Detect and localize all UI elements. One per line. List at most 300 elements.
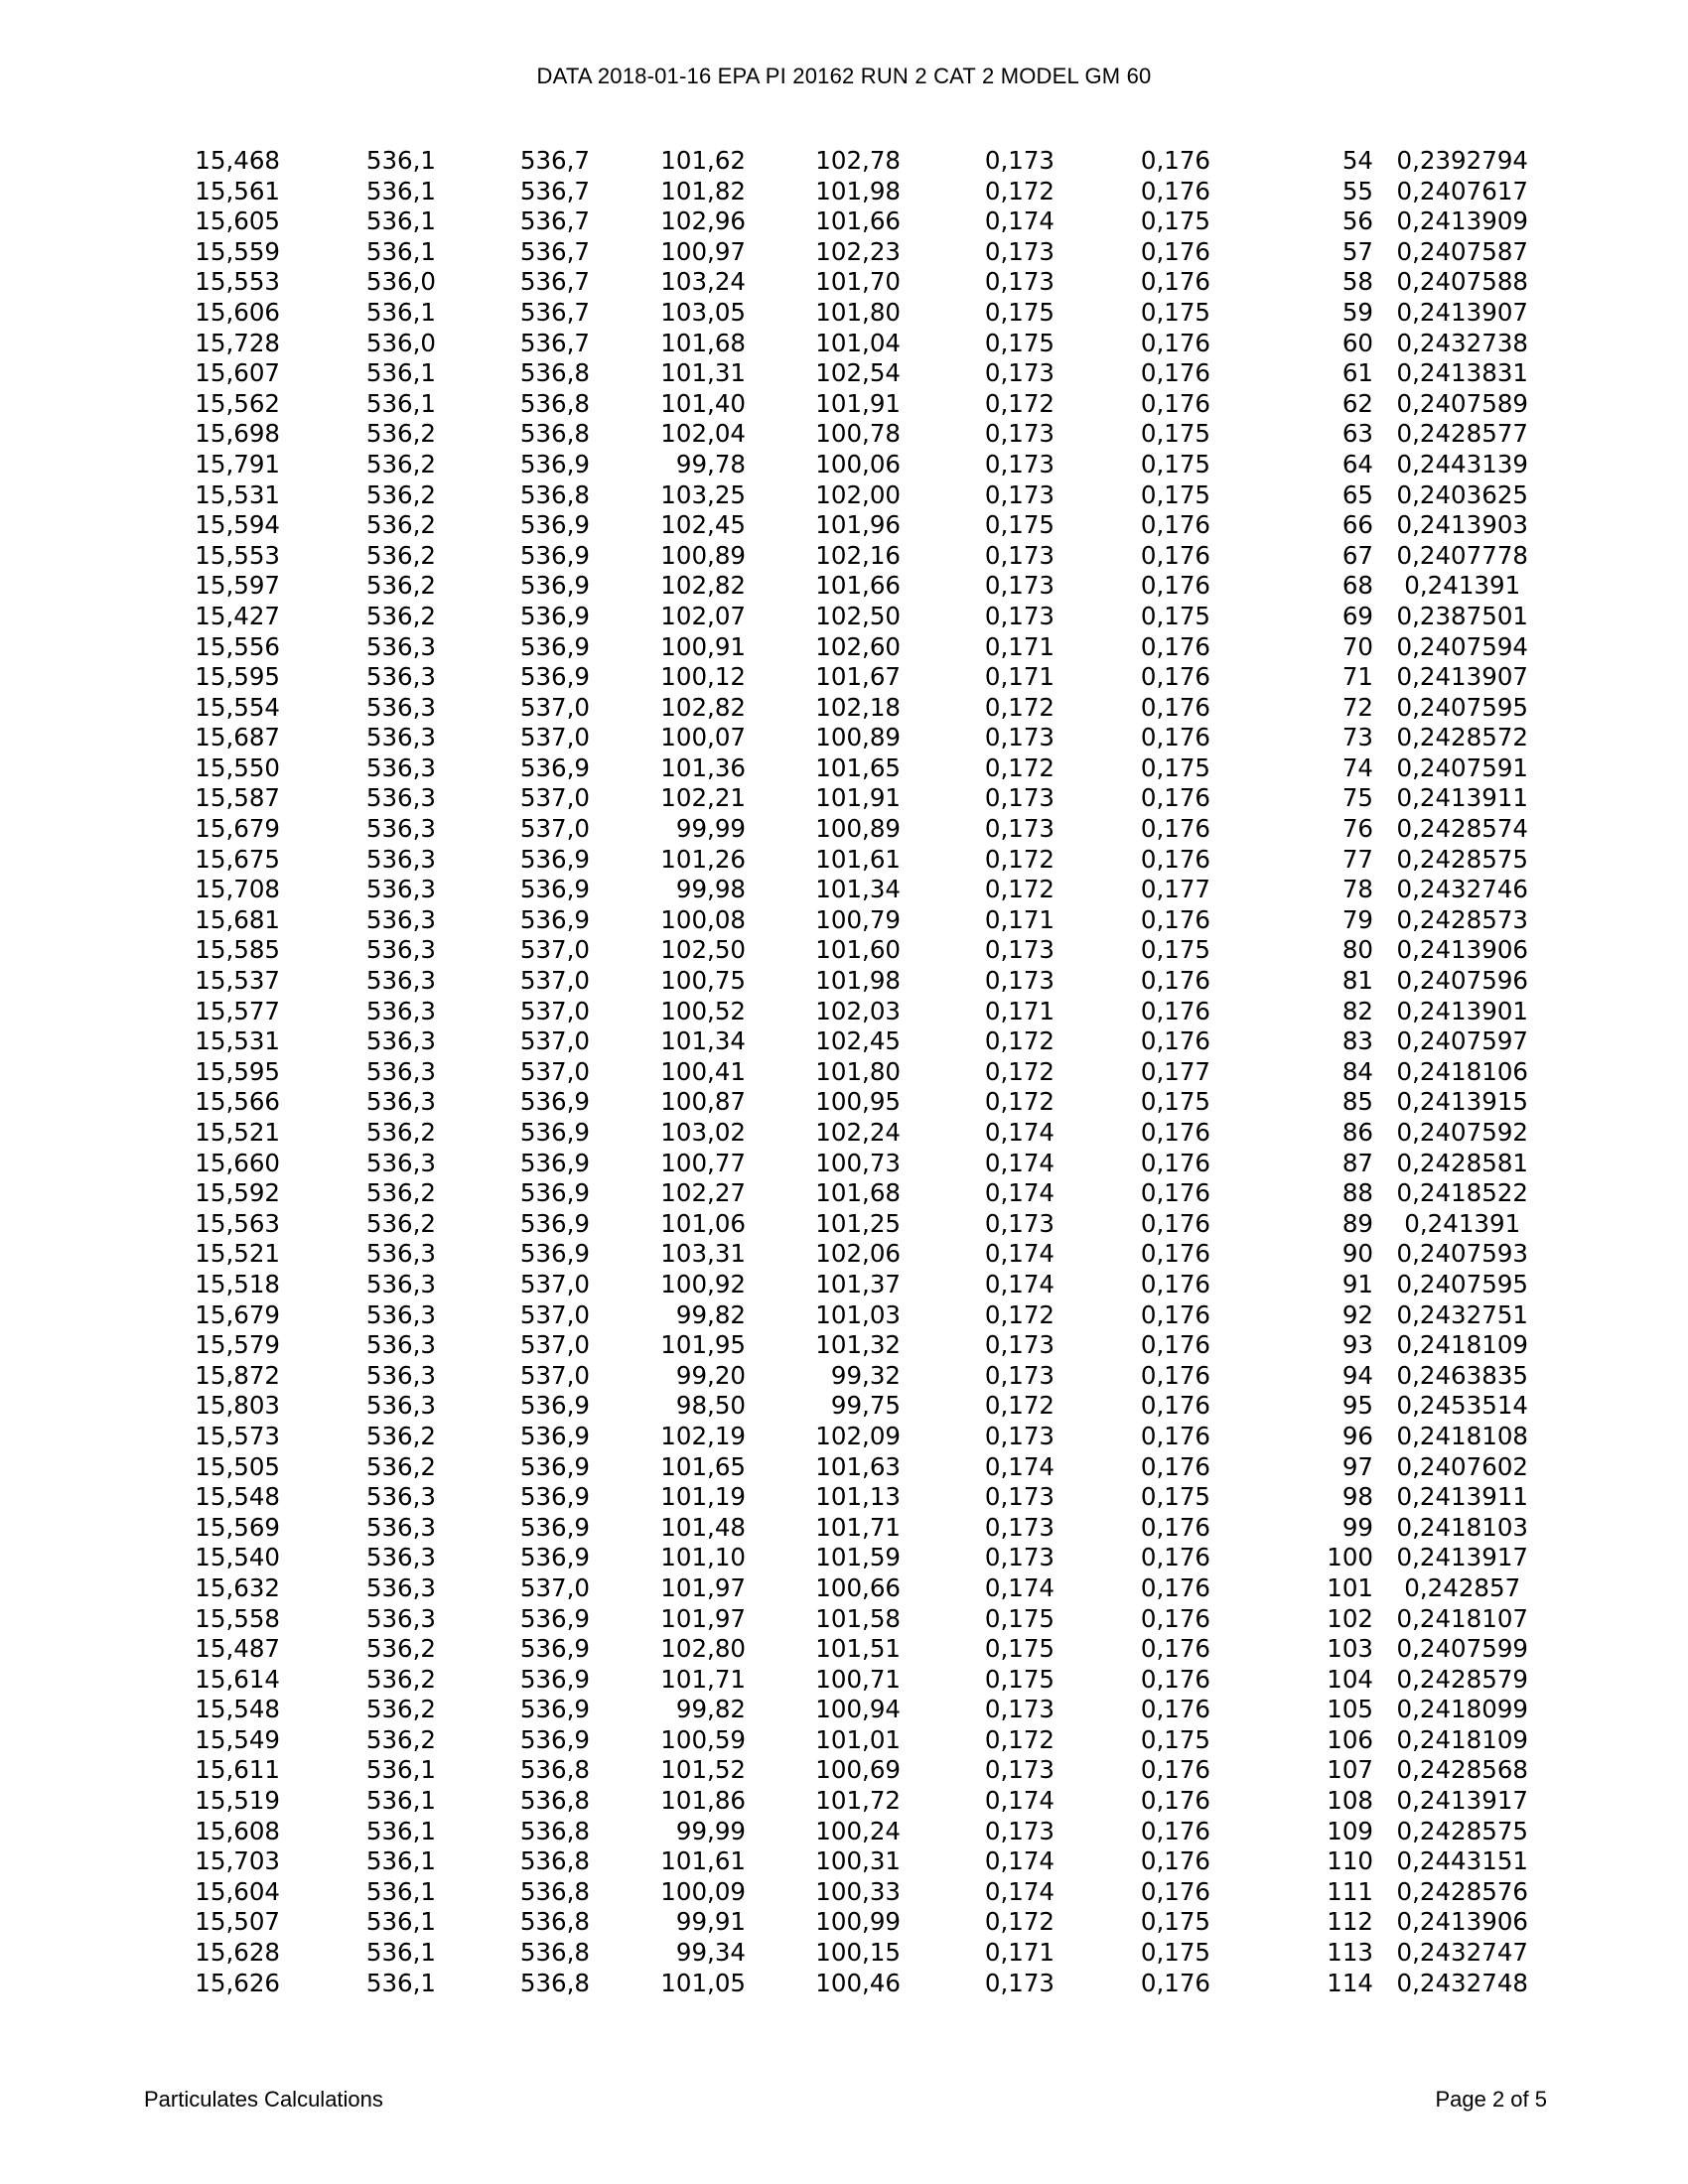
table-cell: 536,3 <box>365 1299 436 1329</box>
table-cell: 536,8 <box>519 479 590 509</box>
table-cell: 0,175 <box>984 328 1055 357</box>
table-row <box>189 1634 1528 1665</box>
table-cell: 87 <box>1341 1148 1373 1177</box>
table-cell: 536,2 <box>365 1664 436 1694</box>
table-row <box>189 1846 1528 1877</box>
table-cell: 0,176 <box>1140 328 1210 357</box>
table-cell: 101,61 <box>660 1846 746 1876</box>
table-cell: 68 <box>1341 571 1373 601</box>
table-cell: 100,24 <box>815 1816 901 1845</box>
table-cell: 15,614 <box>195 1664 280 1694</box>
table-cell: 15,791 <box>195 449 280 478</box>
table-cell: 0,174 <box>984 1451 1055 1481</box>
table-cell: 15,611 <box>195 1755 280 1785</box>
table-cell: 100,52 <box>660 996 746 1025</box>
table-cell: 89 <box>1341 1208 1373 1238</box>
table-row <box>189 693 1528 724</box>
table-cell: 0,173 <box>984 1421 1055 1450</box>
table-cell: 15,803 <box>195 1391 280 1421</box>
table-cell: 0,2413911 <box>1396 1482 1528 1512</box>
table-cell: 0,174 <box>984 1572 1055 1602</box>
table-cell: 15,606 <box>195 297 280 327</box>
table-cell: 0,2387501 <box>1396 601 1528 630</box>
table-cell: 536,3 <box>365 1360 436 1390</box>
table-cell: 15,531 <box>195 479 280 509</box>
table-cell: 0,174 <box>984 1148 1055 1177</box>
table-row <box>189 1482 1528 1513</box>
table-cell: 536,9 <box>519 1087 590 1117</box>
table-cell: 536,2 <box>365 540 436 570</box>
table-cell: 0,175 <box>1140 752 1210 782</box>
table-row <box>189 237 1528 268</box>
table-cell: 0,173 <box>984 783 1055 813</box>
table-cell: 536,2 <box>365 1451 436 1481</box>
table-cell: 536,7 <box>519 328 590 357</box>
table-cell: 61 <box>1341 358 1373 388</box>
table-cell: 0,174 <box>984 1269 1055 1298</box>
table-cell: 0,172 <box>984 1026 1055 1056</box>
table-cell: 0,176 <box>1140 1360 1210 1390</box>
table-cell: 100,89 <box>660 540 746 570</box>
table-cell: 536,3 <box>365 1391 436 1421</box>
table-cell: 99,82 <box>675 1299 746 1329</box>
table-cell: 15,569 <box>195 1512 280 1542</box>
table-cell: 0,176 <box>1140 267 1210 297</box>
table-cell: 101,31 <box>660 358 746 388</box>
table-cell: 0,2407593 <box>1396 1239 1528 1269</box>
table-cell: 0,2463835 <box>1396 1360 1528 1390</box>
table-cell: 0,2413907 <box>1396 297 1528 327</box>
table-cell: 15,703 <box>195 1846 280 1876</box>
table-cell: 99,98 <box>675 875 746 904</box>
table-cell: 92 <box>1341 1299 1373 1329</box>
table-row <box>189 450 1528 480</box>
table-cell: 536,9 <box>519 449 590 478</box>
table-cell: 101,62 <box>660 146 746 175</box>
table-cell: 15,556 <box>195 631 280 661</box>
table-cell: 102,24 <box>815 1118 901 1147</box>
table-cell: 0,175 <box>1140 297 1210 327</box>
footer-document-title: Particulates Calculations <box>144 2087 383 2112</box>
table-cell: 536,9 <box>519 1208 590 1238</box>
table-cell: 0,176 <box>1140 1026 1210 1056</box>
table-cell: 536,9 <box>519 631 590 661</box>
table-cell: 73 <box>1341 723 1373 752</box>
table-cell: 536,3 <box>365 996 436 1025</box>
table-cell: 0,173 <box>984 723 1055 752</box>
table-cell: 102,03 <box>815 996 901 1025</box>
table-cell: 536,8 <box>519 1846 590 1876</box>
table-cell: 90 <box>1341 1239 1373 1269</box>
table-cell: 0,2403625 <box>1396 479 1528 509</box>
table-cell: 100,09 <box>660 1876 746 1906</box>
table-cell: 65 <box>1341 479 1373 509</box>
table-cell: 102,23 <box>815 236 901 266</box>
table-row <box>189 1026 1528 1057</box>
table-cell: 102,45 <box>815 1026 901 1056</box>
table-cell: 536,3 <box>365 1603 436 1633</box>
table-cell: 0,176 <box>1140 1421 1210 1450</box>
table-cell: 0,2443151 <box>1396 1846 1528 1876</box>
table-cell: 100,41 <box>660 1056 746 1086</box>
table-cell: 103,24 <box>660 267 746 297</box>
table-row <box>189 966 1528 997</box>
table-cell: 537,0 <box>519 1056 590 1086</box>
table-cell: 15,679 <box>195 814 280 844</box>
table-cell: 536,3 <box>365 904 436 934</box>
table-cell: 15,728 <box>195 328 280 357</box>
table-cell: 102,16 <box>815 540 901 570</box>
table-cell: 536,3 <box>365 752 436 782</box>
table-row <box>189 146 1528 177</box>
table-cell: 101,68 <box>660 328 746 357</box>
table-cell: 536,9 <box>519 875 590 904</box>
table-cell: 0,171 <box>984 904 1055 934</box>
table-row <box>189 602 1528 632</box>
table-row <box>189 723 1528 753</box>
table-cell: 15,607 <box>195 358 280 388</box>
table-cell: 110 <box>1327 1846 1373 1876</box>
table-cell: 0,174 <box>984 1876 1055 1906</box>
table-row <box>189 1573 1528 1604</box>
table-cell: 101,66 <box>815 571 901 601</box>
table-cell: 0,2428577 <box>1396 419 1528 449</box>
table-row <box>189 1513 1528 1544</box>
table-cell: 536,3 <box>365 1239 436 1269</box>
table-cell: 0,2407599 <box>1396 1634 1528 1664</box>
table-cell: 0,176 <box>1140 844 1210 874</box>
table-row <box>189 571 1528 602</box>
table-cell: 0,175 <box>1140 1724 1210 1754</box>
table-row <box>189 1087 1528 1118</box>
table-cell: 15,592 <box>195 1178 280 1208</box>
table-cell: 100,99 <box>815 1907 901 1937</box>
table-cell: 536,1 <box>365 388 436 418</box>
table-cell: 0,2407602 <box>1396 1451 1528 1481</box>
table-cell: 69 <box>1341 601 1373 630</box>
table-cell: 0,2428576 <box>1396 1876 1528 1906</box>
table-cell: 102,04 <box>660 419 746 449</box>
table-cell: 15,579 <box>195 1330 280 1360</box>
table-cell: 536,3 <box>365 1056 436 1086</box>
table-cell: 537,0 <box>519 966 590 996</box>
table-cell: 99,99 <box>675 1816 746 1845</box>
table-cell: 0,2413917 <box>1396 1786 1528 1816</box>
table-row <box>189 298 1528 329</box>
table-row <box>189 1149 1528 1179</box>
table-cell: 100,31 <box>815 1846 901 1876</box>
table-cell: 100,87 <box>660 1087 746 1117</box>
table-cell: 15,548 <box>195 1482 280 1512</box>
table-cell: 0,2428579 <box>1396 1664 1528 1694</box>
table-cell: 103,05 <box>660 297 746 327</box>
table-cell: 536,2 <box>365 1695 436 1724</box>
table-cell: 0,2418106 <box>1396 1056 1528 1086</box>
table-cell: 536,3 <box>365 844 436 874</box>
table-row <box>189 510 1528 541</box>
table-cell: 15,628 <box>195 1938 280 1968</box>
table-cell: 0,174 <box>984 1118 1055 1147</box>
table-body <box>189 146 1528 1998</box>
table-cell: 0,176 <box>1140 1451 1210 1481</box>
table-row <box>189 1209 1528 1240</box>
table-cell: 0,172 <box>984 1907 1055 1937</box>
table-row <box>189 1300 1528 1331</box>
table-cell: 0,175 <box>1140 601 1210 630</box>
table-cell: 536,2 <box>365 1178 436 1208</box>
table-cell: 86 <box>1341 1118 1373 1147</box>
page-title: DATA 2018-01-16 EPA PI 20162 RUN 2 CAT 2 MODEL GM 60 <box>536 64 1152 88</box>
table-cell: 0,242857 <box>1404 1572 1528 1602</box>
table-cell: 536,9 <box>519 1451 590 1481</box>
table-cell: 536,1 <box>365 1755 436 1785</box>
table-cell: 0,174 <box>984 1239 1055 1269</box>
table-cell: 102,50 <box>660 935 746 965</box>
table-cell: 0,2428572 <box>1396 723 1528 752</box>
table-cell: 536,8 <box>519 1816 590 1845</box>
table-cell: 101,61 <box>815 844 901 874</box>
table-cell: 536,9 <box>519 844 590 874</box>
table-cell: 0,172 <box>984 1299 1055 1329</box>
table-cell: 0,2392794 <box>1396 146 1528 175</box>
table-cell: 100,89 <box>815 723 901 752</box>
table-cell: 101,71 <box>815 1512 901 1542</box>
table-cell: 536,2 <box>365 1724 436 1754</box>
table-cell: 15,587 <box>195 783 280 813</box>
table-cell: 536,1 <box>365 1846 436 1876</box>
table-cell: 93 <box>1341 1330 1373 1360</box>
table-cell: 15,605 <box>195 206 280 236</box>
table-cell: 75 <box>1341 783 1373 813</box>
table-cell: 101,66 <box>815 206 901 236</box>
table-cell: 0,173 <box>984 1330 1055 1360</box>
table-cell: 0,2418522 <box>1396 1178 1528 1208</box>
table-row <box>189 1057 1528 1088</box>
table-cell: 536,7 <box>519 146 590 175</box>
table-cell: 102,18 <box>815 692 901 722</box>
table-cell: 536,2 <box>365 419 436 449</box>
table-cell: 536,9 <box>519 1603 590 1633</box>
table-cell: 107 <box>1327 1755 1373 1785</box>
table-cell: 101,91 <box>815 783 901 813</box>
table-cell: 0,176 <box>1140 1118 1210 1147</box>
table-cell: 55 <box>1341 176 1373 205</box>
table-cell: 536,0 <box>365 267 436 297</box>
table-row <box>189 997 1528 1027</box>
table-cell: 536,3 <box>365 935 436 965</box>
table-cell: 101,80 <box>815 297 901 327</box>
table-cell: 15,632 <box>195 1572 280 1602</box>
table-cell: 536,1 <box>365 1907 436 1937</box>
table-cell: 0,176 <box>1140 1786 1210 1816</box>
table-cell: 101,97 <box>660 1572 746 1602</box>
table-cell: 0,173 <box>984 1360 1055 1390</box>
table-cell: 100,79 <box>815 904 901 934</box>
table-cell: 0,176 <box>1140 1330 1210 1360</box>
table-cell: 102,19 <box>660 1421 746 1450</box>
table-cell: 0,172 <box>984 1087 1055 1117</box>
table-cell: 536,1 <box>365 1938 436 1968</box>
table-cell: 0,176 <box>1140 1695 1210 1724</box>
table-cell: 101,37 <box>815 1269 901 1298</box>
table-cell: 80 <box>1341 935 1373 965</box>
table-row <box>189 1665 1528 1696</box>
table-cell: 0,2407595 <box>1396 692 1528 722</box>
table-cell: 15,559 <box>195 236 280 266</box>
table-cell: 15,675 <box>195 844 280 874</box>
table-cell: 0,2413831 <box>1396 358 1528 388</box>
table-cell: 0,2407588 <box>1396 267 1528 297</box>
table-cell: 0,176 <box>1140 1846 1210 1876</box>
table-cell: 100,75 <box>660 966 746 996</box>
table-cell: 0,176 <box>1140 1299 1210 1329</box>
table-cell: 99,99 <box>675 814 746 844</box>
table-cell: 536,7 <box>519 267 590 297</box>
table-cell: 100,89 <box>815 814 901 844</box>
table-cell: 74 <box>1341 752 1373 782</box>
table-cell: 0,176 <box>1140 1572 1210 1602</box>
table-cell: 101,91 <box>815 388 901 418</box>
table-row <box>189 358 1528 389</box>
table-cell: 99,91 <box>675 1907 746 1937</box>
table-cell: 114 <box>1327 1968 1373 1997</box>
table-cell: 536,0 <box>365 328 436 357</box>
table-cell: 0,176 <box>1140 146 1210 175</box>
table-cell: 536,8 <box>519 358 590 388</box>
table-cell: 0,173 <box>984 1543 1055 1572</box>
table-cell: 15,597 <box>195 571 280 601</box>
table-cell: 15,573 <box>195 1421 280 1450</box>
table-row <box>189 783 1528 814</box>
table-cell: 0,241391 <box>1404 1208 1528 1238</box>
table-cell: 0,2418108 <box>1396 1421 1528 1450</box>
table-cell: 537,0 <box>519 692 590 722</box>
table-cell: 102,21 <box>660 783 746 813</box>
table-cell: 101,72 <box>815 1786 901 1816</box>
table-cell: 0,174 <box>984 1786 1055 1816</box>
table-cell: 536,9 <box>519 904 590 934</box>
table-cell: 0,2407778 <box>1396 540 1528 570</box>
table-cell: 15,687 <box>195 723 280 752</box>
table-cell: 54 <box>1341 146 1373 175</box>
table-cell: 101,68 <box>815 1178 901 1208</box>
table-cell: 102,78 <box>815 146 901 175</box>
table-cell: 15,537 <box>195 966 280 996</box>
table-cell: 0,175 <box>1140 449 1210 478</box>
table-cell: 102,82 <box>660 571 746 601</box>
table-row <box>189 1755 1528 1786</box>
table-cell: 100,07 <box>660 723 746 752</box>
table-row <box>189 1969 1528 1999</box>
table-cell: 0,2413915 <box>1396 1087 1528 1117</box>
table-cell: 0,175 <box>1140 1938 1210 1968</box>
table-cell: 0,2407617 <box>1396 176 1528 205</box>
table-cell: 0,176 <box>1140 1269 1210 1298</box>
table-cell: 102,60 <box>815 631 901 661</box>
table-cell: 99 <box>1341 1512 1373 1542</box>
table-cell: 0,173 <box>984 1968 1055 1997</box>
table-cell: 15,521 <box>195 1118 280 1147</box>
table-cell: 536,9 <box>519 1695 590 1724</box>
table-cell: 0,2407596 <box>1396 966 1528 996</box>
table-cell: 536,8 <box>519 1755 590 1785</box>
table-cell: 15,521 <box>195 1239 280 1269</box>
table-cell: 101,48 <box>660 1512 746 1542</box>
table-cell: 0,173 <box>984 571 1055 601</box>
table-cell: 0,2407595 <box>1396 1269 1528 1298</box>
table-cell: 536,8 <box>519 388 590 418</box>
table-cell: 99,75 <box>830 1391 901 1421</box>
table-cell: 0,171 <box>984 1938 1055 1968</box>
table-cell: 102,54 <box>815 358 901 388</box>
table-cell: 0,176 <box>1140 692 1210 722</box>
table-cell: 536,9 <box>519 1724 590 1754</box>
table-cell: 0,2418099 <box>1396 1695 1528 1724</box>
table-row <box>189 329 1528 359</box>
table-cell: 0,173 <box>984 1482 1055 1512</box>
table-row <box>189 1907 1528 1938</box>
table-cell: 536,3 <box>365 1269 436 1298</box>
page-number: Page 2 of 5 <box>1435 2087 1547 2112</box>
table-cell: 536,2 <box>365 1118 436 1147</box>
table-cell: 536,2 <box>365 1421 436 1450</box>
table-cell: 102,82 <box>660 692 746 722</box>
table-cell: 0,175 <box>984 1664 1055 1694</box>
table-cell: 0,2418103 <box>1396 1512 1528 1542</box>
table-cell: 99,82 <box>675 1695 746 1724</box>
table-cell: 536,9 <box>519 1543 590 1572</box>
table-cell: 0,176 <box>1140 1178 1210 1208</box>
table-cell: 0,176 <box>1140 1239 1210 1269</box>
table-cell: 537,0 <box>519 783 590 813</box>
table-cell: 536,3 <box>365 1330 436 1360</box>
table-cell: 100,77 <box>660 1148 746 1177</box>
table-cell: 15,708 <box>195 875 280 904</box>
table-cell: 0,173 <box>984 267 1055 297</box>
table-cell: 536,9 <box>519 1239 590 1269</box>
table-cell: 15,566 <box>195 1087 280 1117</box>
table-cell: 100,71 <box>815 1664 901 1694</box>
table-cell: 101,98 <box>815 176 901 205</box>
table-cell: 0,176 <box>1140 510 1210 540</box>
table-cell: 0,2413907 <box>1396 662 1528 692</box>
table-row <box>189 875 1528 905</box>
table-row <box>189 1422 1528 1452</box>
table-cell: 83 <box>1341 1026 1373 1056</box>
table-cell: 0,174 <box>984 1178 1055 1208</box>
table-row <box>189 1118 1528 1149</box>
table-cell: 102,07 <box>660 601 746 630</box>
table-cell: 101,60 <box>815 935 901 965</box>
table-cell: 103,02 <box>660 1118 746 1147</box>
table-cell: 15,562 <box>195 388 280 418</box>
table-cell: 0,171 <box>984 996 1055 1025</box>
table-cell: 0,176 <box>1140 1512 1210 1542</box>
table-cell: 536,3 <box>365 783 436 813</box>
table-cell: 0,176 <box>1140 1603 1210 1633</box>
table-cell: 58 <box>1341 267 1373 297</box>
table-cell: 536,9 <box>519 662 590 692</box>
table-row <box>189 1330 1528 1361</box>
table-cell: 0,173 <box>984 1695 1055 1724</box>
table-cell: 0,176 <box>1140 1664 1210 1694</box>
table-cell: 536,9 <box>519 1178 590 1208</box>
table-cell: 109 <box>1327 1816 1373 1845</box>
table-cell: 64 <box>1341 449 1373 478</box>
table-cell: 0,2413906 <box>1396 935 1528 965</box>
table-cell: 536,1 <box>365 236 436 266</box>
table-cell: 0,2443139 <box>1396 449 1528 478</box>
